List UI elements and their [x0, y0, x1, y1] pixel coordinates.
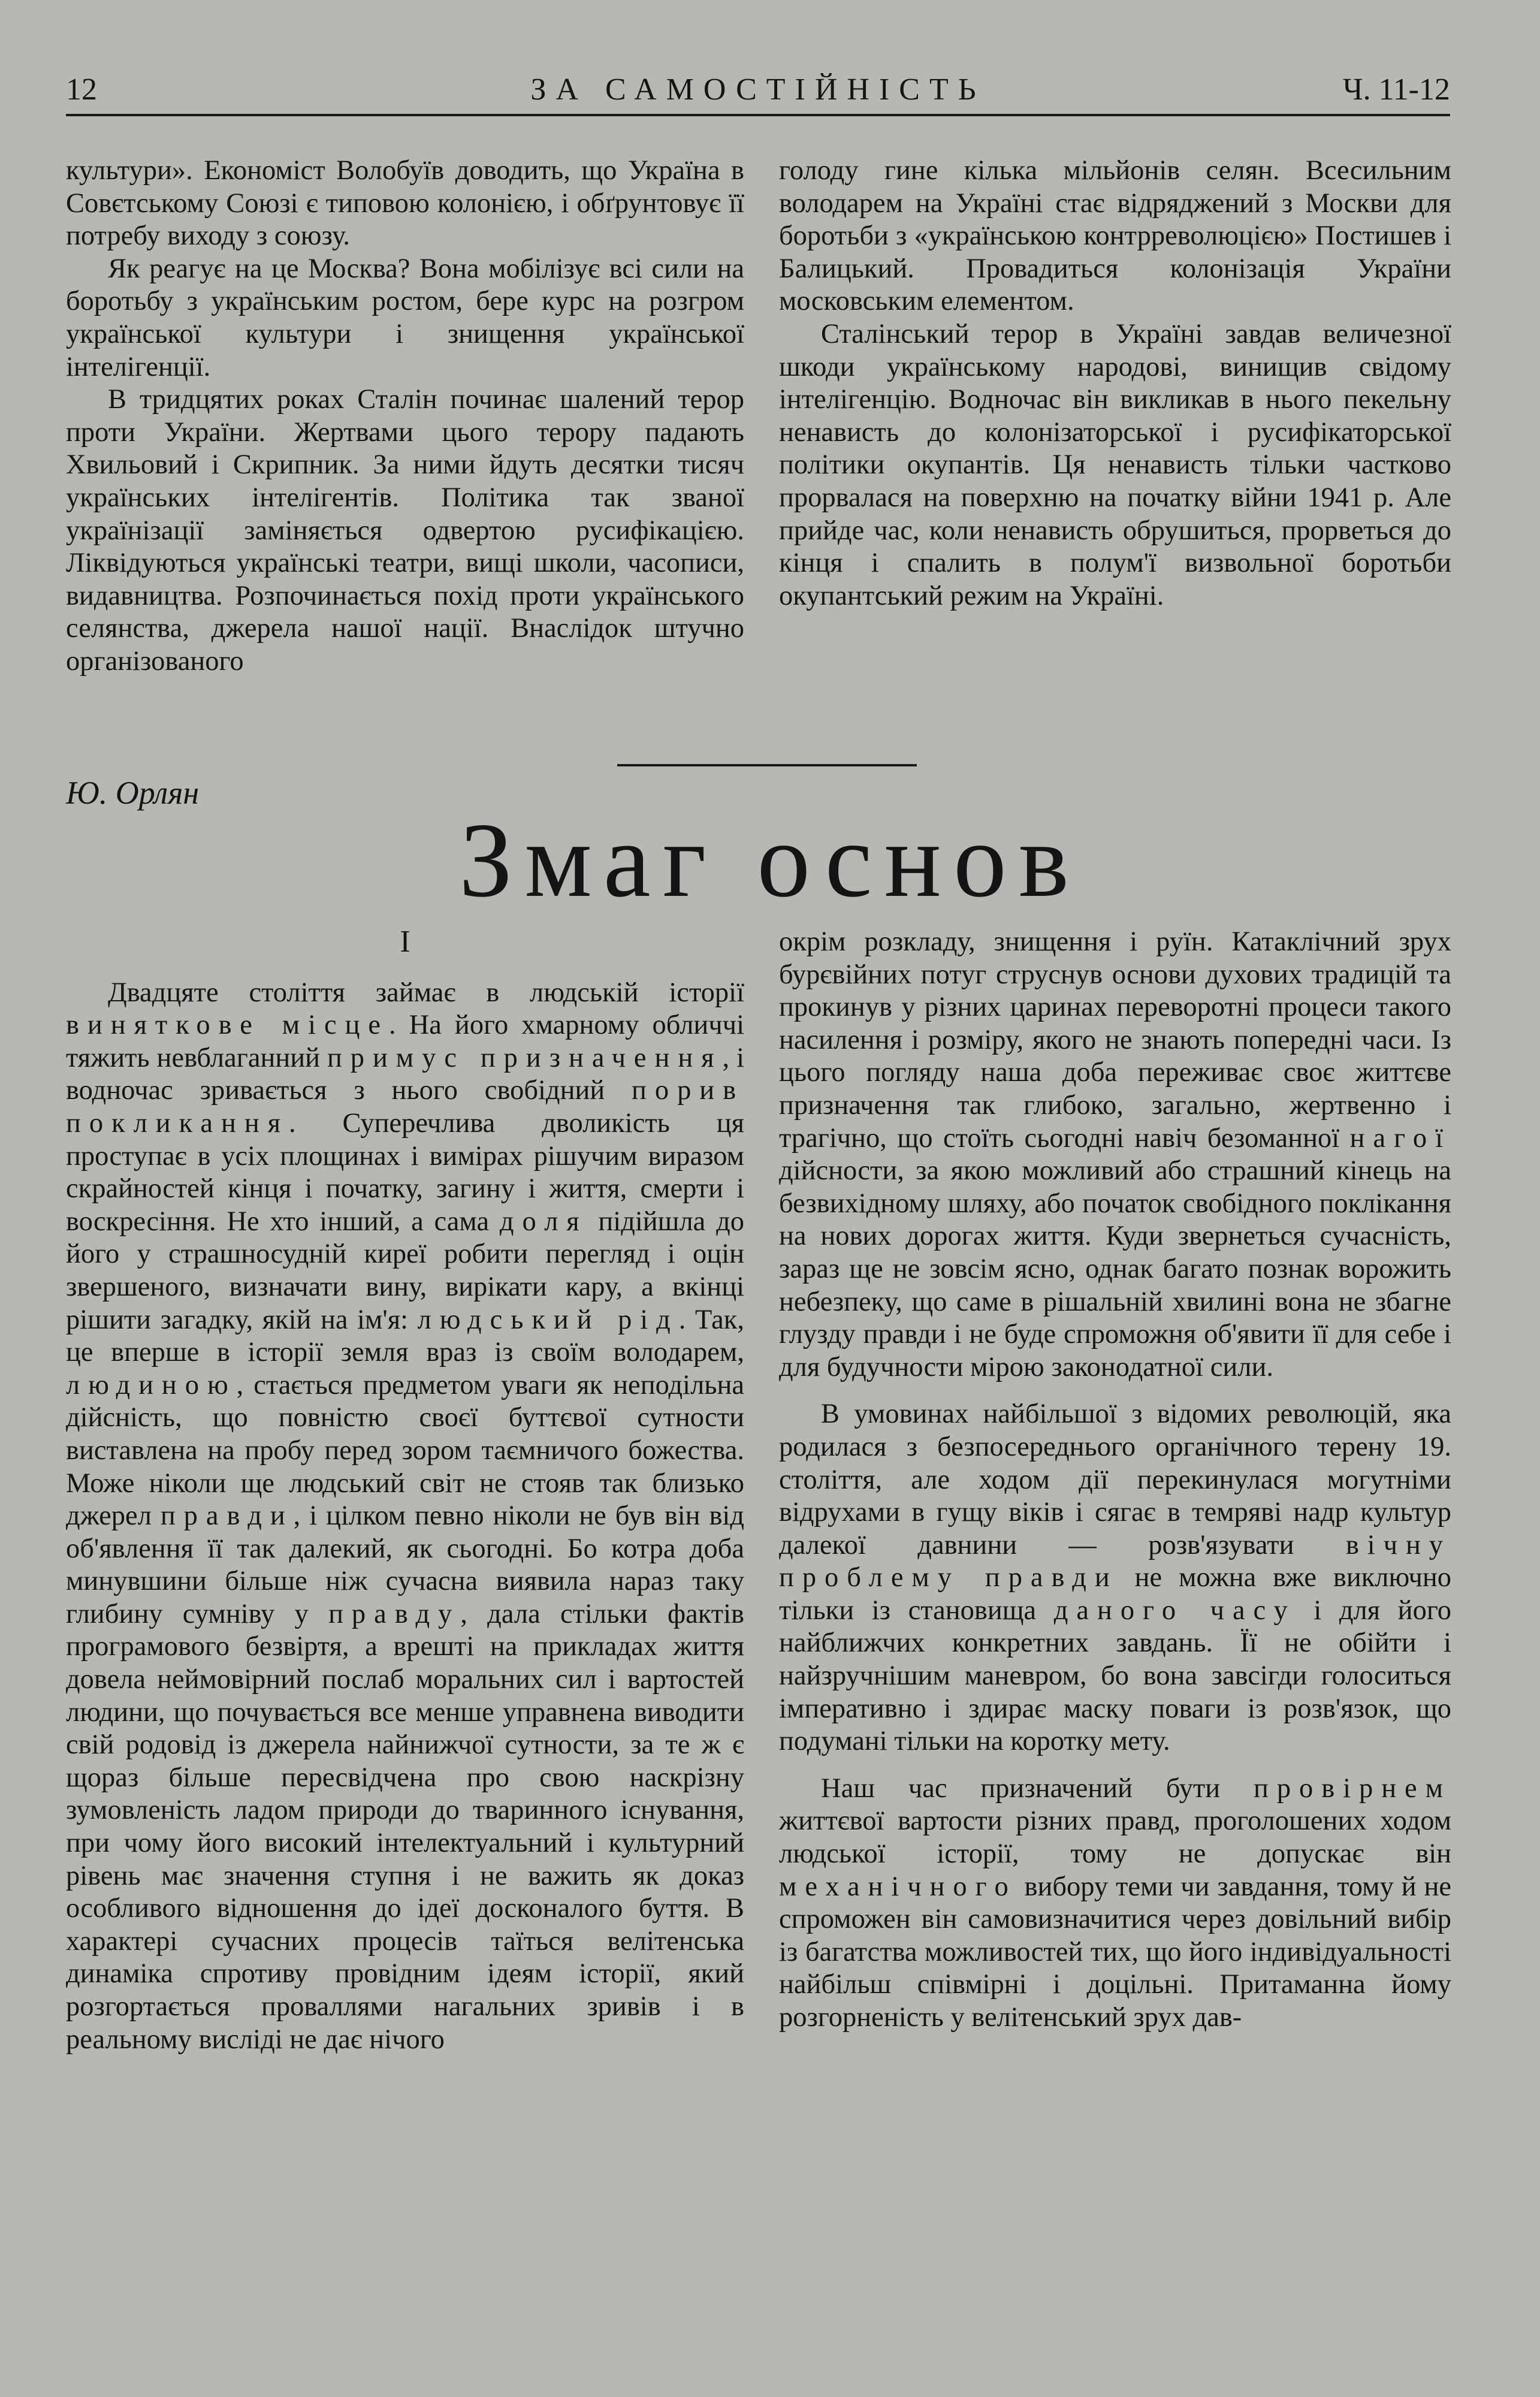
page-number: 12	[66, 73, 97, 107]
section-numeral: I	[400, 925, 410, 959]
emphasis: порив покликання	[66, 1075, 745, 1139]
emphasis: нагої	[1349, 1122, 1451, 1154]
prev-article-left-column	[66, 155, 744, 678]
paragraph: культури». Економіст Волобуїв доводить, що Україна в Совєтському Союзі є типовою колонією, і обґрунтовує її потребу виходу з союзу.	[66, 155, 744, 252]
issue-number: Ч. 11-12	[1342, 73, 1450, 107]
article-title: Змаг основ	[459, 801, 1081, 919]
paragraph: В умовинах найбільшої з відомих революцій, яка родилася з безпосереднього органічного терену 19. століття, але ходом дії перекинулася могутніми відрухами в гущу віків і сягає в темряві надр культур далекої давнини — розв'язувати вічну проблему правди не можна вже виключно тільки із становища даного часу і для його найближчих конкретних завдань. Її не обійти і найзручнішим маневром, бо вона завсігди голоситься імперативно і здирає маску поваги із розв'язок, що подумані тільки на коротку мету.	[779, 1399, 1452, 1757]
prev-article-right-column	[779, 155, 1451, 612]
header-rule	[66, 114, 1450, 116]
emphasis: механічного	[779, 1871, 1017, 1902]
paragraph: В тридцятих роках Сталін починає шалений терор проти України. Жертвами цього терору падають Хвильовий і Скрипник. За ними йдуть десятки тисяч українських інтелігентів. Політика так званої українізації заміняється одвертою русифікацією. Ліквідуються українські театри, вищі школи, часописи, видавництва. Розпочинається похід проти українського селянства, джерела нашої нації. Внаслідок штучно організованого	[66, 384, 744, 677]
article-separator	[617, 764, 917, 766]
emphasis: примус призначення	[327, 1042, 723, 1073]
article-right-column	[779, 926, 1451, 2034]
paragraph: Сталінський терор в Україні завдав величезної шкоди українському народові, винищив свідому інтелігенцію. Водночас він викликав в нього пекельну ненависть до колонізаторської і русифікаторської політики окупантів. Ця ненависть тільки частково прорвалася на поверхню на початку війни 1941 р. Але прийде час, коли ненависть обрушиться, прорветься до кінця і спалить в полум'ї визвольної боротьби окупантський режим на Україні.	[779, 318, 1451, 611]
emphasis: людський рід	[417, 1304, 679, 1335]
emphasis: правди	[160, 1501, 294, 1532]
page-header	[66, 72, 1450, 126]
article-author: Ю. Орлян	[66, 775, 200, 811]
emphasis: людиною	[66, 1369, 237, 1400]
paragraph: Наш час призначений бути провірнем життєвої вартости різних правд, проголошених ходом людської історії, тому не допускає він механічного вибору теми чи завдання, тому й не спроможен він самовизначитися через довільний вибір із багатства можливостей тих, що його індивідуальності найбільш співмірні і доцільні. Притаманна йому розгорненість у велітенський зрух дав-	[779, 1773, 1452, 2033]
paragraph: Як реагує на це Москва? Вона мобілізує всі сили на боротьбу з українським ростом, бере курс на розгром української культури і знищення української інтелігенції.	[66, 253, 744, 382]
paragraph: голоду гине кілька мільйонів селян. Всесильним володарем на Україні стає відряджений з Москви для боротьби з «українською контрреволюцією» Постишев і Балицький. Провадиться колонізація України московським елементом.	[779, 155, 1451, 317]
emphasis: провірнем	[1254, 1773, 1452, 1804]
emphasis: виняткове місце	[66, 1010, 389, 1041]
article-left-column	[66, 926, 744, 2056]
journal-title: ЗА САМОСТІЙНІСТЬ	[530, 73, 986, 107]
emphasis: правду	[328, 1598, 461, 1629]
emphasis: даного часу	[1053, 1595, 1296, 1626]
emphasis: доля	[499, 1206, 588, 1237]
emphasis: вічну проблему правди	[779, 1529, 1451, 1593]
paragraph: окрім розкладу, знищення і руїн. Катаклічний зрух бурєвійних потуг струснув основи духових традицій та прокинув у різних царинах переворотні процеси такого насилення і розміру, якого не знають попередні часи. Із цього погляду наша доба переживає своє життєве призначення так глибоко, загально, жертвенно і трагічно, що стоїть сьогодні навіч безоманної нагої дійсности, за якою можливий або страшний кінець на безвихідному шляху, або початок свобідного поклікання на нових дорогах життя. Куди звернеться сучасність, зараз ще не зовсім ясно, однак багато познак ворожить небезпеку, що саме в рішальній хвилині вона не збагне глузду правди і не буде спроможня об'явити її для себе і для будучности мірою законодатної сили.	[779, 926, 1451, 1382]
paragraph: Двадцяте століття займає в людській історії виняткове місце. На його хмарному обличчі тяжить невблаганний примус призначення, і водночас зривається з нього свобідний порив покликання. Суперечлива дволикість ця проступає в усіх площинах і вимірах рішучим виразом скрайностей кінця і початку, загину і життя, смерти і воскресіння. Не хто інший, а сама доля підійшла до його у страшносудній киреї робити перегляд і оцін звершеного, визначати вину, вирікати кару, а вкінці рішити загадку, якій на ім'я: людський рід. Так, це вперше в історії земля враз із своїм володарем, людиною, стається предметом уваги як неподільна дійсність, що повністю своєї буттєвої сутности виставлена на пробу перед зором таємничого божества. Може ніколи ще людський світ не стояв так близько джерел правди, і цілком певно ніколи не був він від об'явлення її так далекий, як сьогодні. Бо котра доба минувшини більше ніж сучасна виявила нараз таку глибину сумніву у правду, дала стільки фактів програмового безвіртя, а врешті на прикладах життя довела неймовірний послаб моральних сил і вартостей людини, що почувається все менше управнена виводити свій родовід із джерела найнижчої сутности, за те ж є щораз більше пересвідчена про свою наскрізну зумовленість ладом природи до тваринного існування, при чому його високий інтелектуальний і культурний рівень має значення ступня і не важить як доказ особливого відношення до ідеї досконалого буття. В характері сучасних процесів таїться велітенська динаміка спротиву провідним ідеям історії, який розгортається проваллями нагальних зривів і в реальному висліді не дає нічого	[66, 977, 745, 2055]
